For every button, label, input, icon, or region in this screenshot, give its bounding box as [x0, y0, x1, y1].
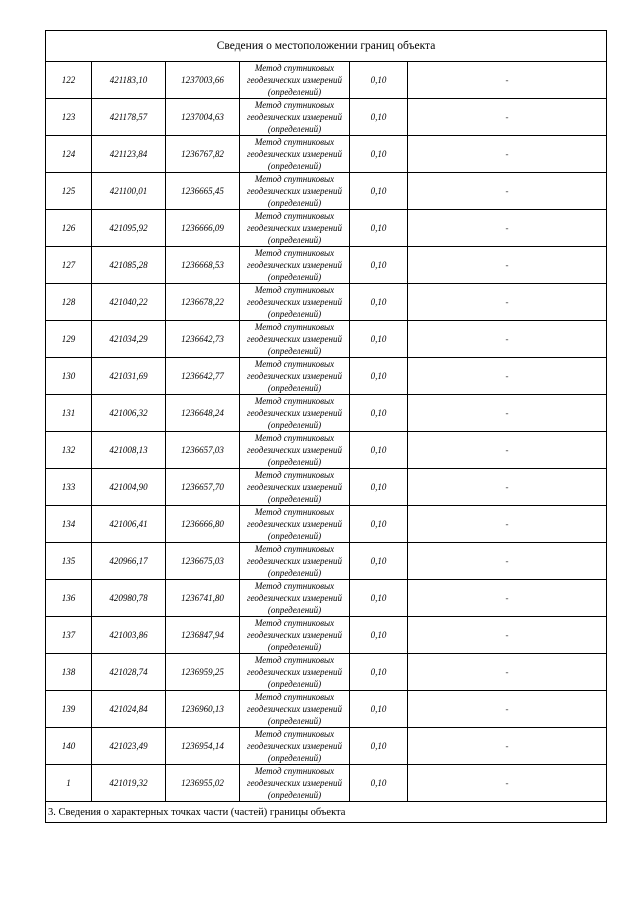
description-cell: -: [408, 210, 607, 247]
x-coordinate-cell: 421100,01: [92, 173, 166, 210]
method-line: Метод спутниковых: [254, 507, 335, 517]
method-line: геодезических измерений: [247, 704, 342, 714]
method-line: геодезических измерений: [247, 186, 342, 196]
x-coordinate-cell: 421003,86: [92, 617, 166, 654]
table-row: [46, 691, 607, 728]
y-coordinate-cell: 1236666,80: [166, 506, 240, 543]
table-row: [46, 654, 607, 691]
method-cell: [240, 247, 350, 284]
method-line: Метод спутниковых: [254, 729, 335, 739]
point-number-cell: 122: [46, 62, 92, 99]
accuracy-cell: 0,10: [350, 99, 408, 136]
method-line: Метод спутниковых: [254, 63, 335, 73]
method-cell: [240, 284, 350, 321]
method-cell: [240, 580, 350, 617]
accuracy-cell: 0,10: [350, 62, 408, 99]
accuracy-cell: 0,10: [350, 247, 408, 284]
x-coordinate-cell: 421006,41: [92, 506, 166, 543]
table-row: [46, 247, 607, 284]
method-line: геодезических измерений: [247, 371, 342, 381]
point-number-cell: 140: [46, 728, 92, 765]
accuracy-cell: 0,10: [350, 728, 408, 765]
method-line: (определений): [267, 753, 322, 763]
x-coordinate-cell: 421028,74: [92, 654, 166, 691]
accuracy-cell: 0,10: [350, 654, 408, 691]
method-line: (определений): [267, 87, 322, 97]
y-coordinate-cell: 1236954,14: [166, 728, 240, 765]
x-coordinate-cell: 421123,84: [92, 136, 166, 173]
method-line: геодезических измерений: [247, 741, 342, 751]
accuracy-cell: 0,10: [350, 284, 408, 321]
table-row: [46, 543, 607, 580]
table-row: [46, 506, 607, 543]
accuracy-cell: 0,10: [350, 395, 408, 432]
description-cell: -: [408, 691, 607, 728]
accuracy-cell: 0,10: [350, 210, 408, 247]
accuracy-cell: 0,10: [350, 691, 408, 728]
method-line: Метод спутниковых: [254, 433, 335, 443]
point-number-cell: 137: [46, 617, 92, 654]
accuracy-cell: 0,10: [350, 506, 408, 543]
point-number-cell: 131: [46, 395, 92, 432]
point-number-cell: 130: [46, 358, 92, 395]
accuracy-cell: 0,10: [350, 321, 408, 358]
method-line: (определений): [267, 272, 322, 282]
point-number-cell: 124: [46, 136, 92, 173]
table-row: [46, 765, 607, 802]
method-line: (определений): [267, 309, 322, 319]
accuracy-cell: 0,10: [350, 469, 408, 506]
x-coordinate-cell: 421183,10: [92, 62, 166, 99]
method-line: Метод спутниковых: [254, 655, 335, 665]
description-cell: -: [408, 321, 607, 358]
method-line: (определений): [267, 790, 322, 800]
method-cell: [240, 728, 350, 765]
method-line: Метод спутниковых: [254, 285, 335, 295]
y-coordinate-cell: 1236657,70: [166, 469, 240, 506]
description-cell: -: [408, 99, 607, 136]
x-coordinate-cell: 421034,29: [92, 321, 166, 358]
y-coordinate-cell: 1236666,09: [166, 210, 240, 247]
y-coordinate-cell: 1236675,03: [166, 543, 240, 580]
description-cell: -: [408, 506, 607, 543]
point-number-cell: 125: [46, 173, 92, 210]
method-line: Метод спутниковых: [254, 470, 335, 480]
method-cell: [240, 506, 350, 543]
method-cell: [240, 432, 350, 469]
accuracy-cell: 0,10: [350, 765, 408, 802]
method-line: (определений): [267, 235, 322, 245]
table-row: [46, 210, 607, 247]
section-title: Сведения о местоположении границ объекта: [46, 31, 607, 62]
description-cell: -: [408, 543, 607, 580]
method-line: геодезических измерений: [247, 112, 342, 122]
method-line: геодезических измерений: [247, 223, 342, 233]
method-line: (определений): [267, 346, 322, 356]
table-row: [46, 99, 607, 136]
method-line: (определений): [267, 568, 322, 578]
method-cell: [240, 691, 350, 728]
method-line: геодезических измерений: [247, 297, 342, 307]
table-row: [46, 395, 607, 432]
section-3-title: 3. Сведения о характерных точках части (частей) границы объекта: [46, 802, 607, 823]
point-number-cell: 135: [46, 543, 92, 580]
method-line: геодезических измерений: [247, 260, 342, 270]
description-cell: -: [408, 728, 607, 765]
description-cell: -: [408, 173, 607, 210]
y-coordinate-cell: 1236847,94: [166, 617, 240, 654]
method-line: геодезических измерений: [247, 149, 342, 159]
method-line: геодезических измерений: [247, 482, 342, 492]
table-row: [46, 136, 607, 173]
point-number-cell: 138: [46, 654, 92, 691]
y-coordinate-cell: 1236741,80: [166, 580, 240, 617]
method-line: (определений): [267, 642, 322, 652]
section-header-row: [46, 31, 607, 62]
point-number-cell: 123: [46, 99, 92, 136]
method-line: Метод спутниковых: [254, 544, 335, 554]
description-cell: -: [408, 469, 607, 506]
table-row: [46, 728, 607, 765]
description-cell: -: [408, 617, 607, 654]
accuracy-cell: 0,10: [350, 580, 408, 617]
point-number-cell: 126: [46, 210, 92, 247]
description-cell: -: [408, 247, 607, 284]
description-cell: -: [408, 62, 607, 99]
method-line: геодезических измерений: [247, 593, 342, 603]
method-line: геодезических измерений: [247, 556, 342, 566]
method-line: Метод спутниковых: [254, 618, 335, 628]
table-row: [46, 432, 607, 469]
accuracy-cell: 0,10: [350, 617, 408, 654]
description-cell: -: [408, 580, 607, 617]
method-line: (определений): [267, 457, 322, 467]
method-cell: [240, 136, 350, 173]
accuracy-cell: 0,10: [350, 136, 408, 173]
point-number-cell: 1: [46, 765, 92, 802]
point-number-cell: 129: [46, 321, 92, 358]
method-cell: [240, 654, 350, 691]
method-line: Метод спутниковых: [254, 581, 335, 591]
method-line: геодезических измерений: [247, 408, 342, 418]
x-coordinate-cell: 421031,69: [92, 358, 166, 395]
method-cell: [240, 173, 350, 210]
method-line: геодезических измерений: [247, 630, 342, 640]
x-coordinate-cell: 421040,22: [92, 284, 166, 321]
method-line: (определений): [267, 198, 322, 208]
description-cell: -: [408, 358, 607, 395]
table-row: [46, 173, 607, 210]
point-number-cell: 134: [46, 506, 92, 543]
method-cell: [240, 321, 350, 358]
x-coordinate-cell: 421023,49: [92, 728, 166, 765]
x-coordinate-cell: 421008,13: [92, 432, 166, 469]
accuracy-cell: 0,10: [350, 358, 408, 395]
x-coordinate-cell: 420966,17: [92, 543, 166, 580]
point-number-cell: 132: [46, 432, 92, 469]
method-line: (определений): [267, 716, 322, 726]
method-line: (определений): [267, 531, 322, 541]
y-coordinate-cell: 1237004,63: [166, 99, 240, 136]
method-cell: [240, 395, 350, 432]
x-coordinate-cell: 421004,90: [92, 469, 166, 506]
x-coordinate-cell: 421178,57: [92, 99, 166, 136]
y-coordinate-cell: 1236678,22: [166, 284, 240, 321]
y-coordinate-cell: 1236657,03: [166, 432, 240, 469]
x-coordinate-cell: 421019,32: [92, 765, 166, 802]
point-number-cell: 136: [46, 580, 92, 617]
method-cell: [240, 617, 350, 654]
y-coordinate-cell: 1236959,25: [166, 654, 240, 691]
method-line: геодезических измерений: [247, 519, 342, 529]
method-line: Метод спутниковых: [254, 322, 335, 332]
description-cell: -: [408, 765, 607, 802]
method-line: Метод спутниковых: [254, 100, 335, 110]
x-coordinate-cell: 421006,32: [92, 395, 166, 432]
accuracy-cell: 0,10: [350, 432, 408, 469]
method-cell: [240, 358, 350, 395]
method-line: (определений): [267, 161, 322, 171]
y-coordinate-cell: 1236642,73: [166, 321, 240, 358]
point-number-cell: 139: [46, 691, 92, 728]
table-row: [46, 580, 607, 617]
table-row: [46, 358, 607, 395]
y-coordinate-cell: 1236668,53: [166, 247, 240, 284]
y-coordinate-cell: 1237003,66: [166, 62, 240, 99]
method-line: Метод спутниковых: [254, 174, 335, 184]
table-row: [46, 284, 607, 321]
method-line: Метод спутниковых: [254, 692, 335, 702]
method-line: геодезических измерений: [247, 667, 342, 677]
table-row: [46, 617, 607, 654]
method-line: Метод спутниковых: [254, 211, 335, 221]
x-coordinate-cell: 421085,28: [92, 247, 166, 284]
method-cell: [240, 469, 350, 506]
method-cell: [240, 543, 350, 580]
y-coordinate-cell: 1236642,77: [166, 358, 240, 395]
method-line: (определений): [267, 494, 322, 504]
method-line: Метод спутниковых: [254, 137, 335, 147]
method-line: (определений): [267, 679, 322, 689]
method-line: Метод спутниковых: [254, 248, 335, 258]
y-coordinate-cell: 1236767,82: [166, 136, 240, 173]
method-line: (определений): [267, 605, 322, 615]
method-line: Метод спутниковых: [254, 359, 335, 369]
description-cell: -: [408, 395, 607, 432]
y-coordinate-cell: 1236648,24: [166, 395, 240, 432]
y-coordinate-cell: 1236960,13: [166, 691, 240, 728]
method-line: (определений): [267, 420, 322, 430]
accuracy-cell: 0,10: [350, 173, 408, 210]
method-line: геодезических измерений: [247, 778, 342, 788]
accuracy-cell: 0,10: [350, 543, 408, 580]
table-row: [46, 321, 607, 358]
description-cell: -: [408, 136, 607, 173]
table-row: [46, 469, 607, 506]
point-number-cell: 128: [46, 284, 92, 321]
method-cell: [240, 62, 350, 99]
method-line: (определений): [267, 383, 322, 393]
method-cell: [240, 99, 350, 136]
method-line: геодезических измерений: [247, 445, 342, 455]
method-line: Метод спутниковых: [254, 766, 335, 776]
method-line: геодезических измерений: [247, 334, 342, 344]
y-coordinate-cell: 1236955,02: [166, 765, 240, 802]
y-coordinate-cell: 1236665,45: [166, 173, 240, 210]
point-number-cell: 127: [46, 247, 92, 284]
description-cell: -: [408, 654, 607, 691]
x-coordinate-cell: 421024,84: [92, 691, 166, 728]
point-number-cell: 133: [46, 469, 92, 506]
method-line: Метод спутниковых: [254, 396, 335, 406]
method-cell: [240, 210, 350, 247]
table-row: [46, 62, 607, 99]
method-cell: [240, 765, 350, 802]
x-coordinate-cell: 420980,78: [92, 580, 166, 617]
description-cell: -: [408, 284, 607, 321]
method-line: (определений): [267, 124, 322, 134]
boundary-points-table: [45, 30, 607, 823]
method-line: геодезических измерений: [247, 75, 342, 85]
description-cell: -: [408, 432, 607, 469]
x-coordinate-cell: 421095,92: [92, 210, 166, 247]
footer-row: [46, 802, 607, 823]
